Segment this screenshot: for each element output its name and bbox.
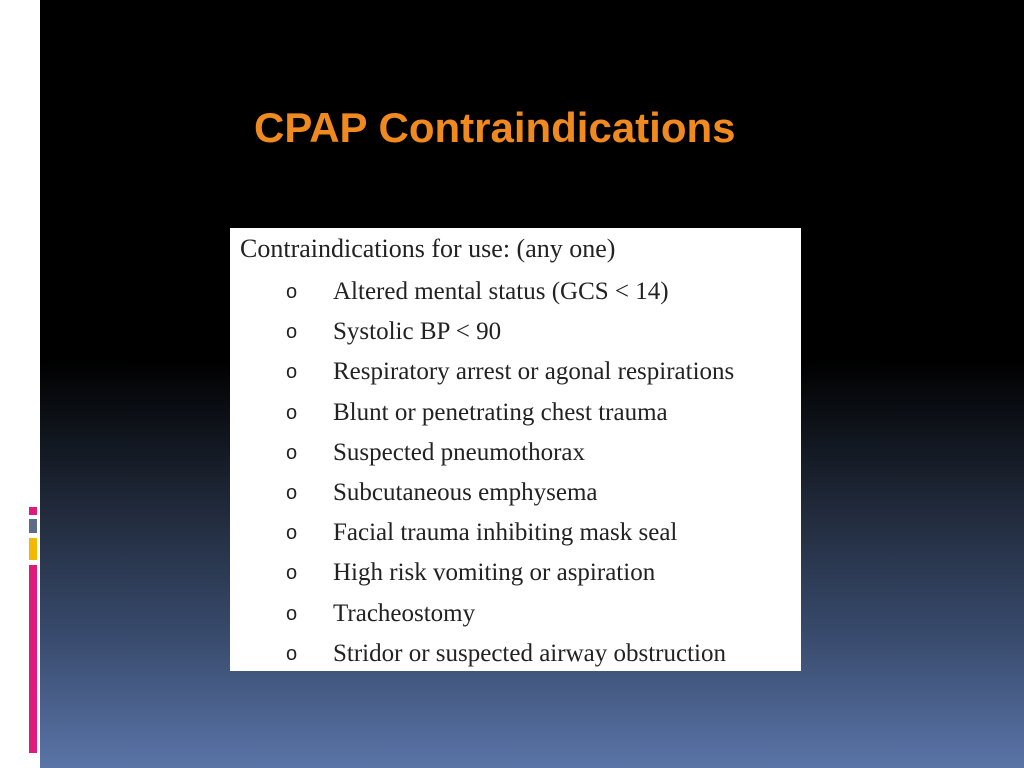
bullet-icon: o: [286, 401, 298, 424]
panel-heading: Contraindications for use: (any one): [240, 234, 616, 263]
contraindications-image-panel: [230, 228, 801, 671]
bullet-icon: o: [286, 562, 298, 585]
list-item-text: Facial trauma inhibiting mask seal: [333, 519, 678, 547]
decorative-accent-pink: [29, 565, 37, 753]
decorative-accent-pink: [29, 507, 37, 515]
decorative-accent-yellow: [29, 538, 37, 560]
bullet-icon: o: [286, 361, 298, 384]
decorative-accent-gray: [29, 519, 37, 533]
bullet-icon: o: [286, 441, 298, 464]
list-item-text: Respiratory arrest or agonal respirations: [333, 358, 735, 386]
list-item-text: Blunt or penetrating chest trauma: [333, 398, 668, 426]
bullet-icon: o: [286, 281, 298, 303]
bullet-icon: o: [286, 522, 298, 545]
list-item-text: Tracheostomy: [333, 599, 476, 627]
slide-title: CPAP Contraindications: [254, 104, 736, 151]
list-item-text: Altered mental status (GCS < 14): [333, 278, 669, 305]
bullet-icon: o: [286, 321, 298, 344]
bullet-icon: o: [286, 481, 298, 504]
bullet-icon: o: [286, 642, 298, 665]
list-item-text: Systolic BP < 90: [333, 318, 502, 346]
decorative-bar: [31, 48, 40, 118]
list-item-text: Suspected pneumothorax: [333, 438, 586, 466]
list-item-text: High risk vomiting or aspiration: [333, 559, 656, 587]
list-item-text: Stridor or suspected airway obstruction: [333, 639, 726, 667]
bullet-icon: o: [286, 602, 298, 625]
decorative-bar: [20, 48, 28, 118]
list-item-text: Subcutaneous emphysema: [333, 478, 598, 506]
